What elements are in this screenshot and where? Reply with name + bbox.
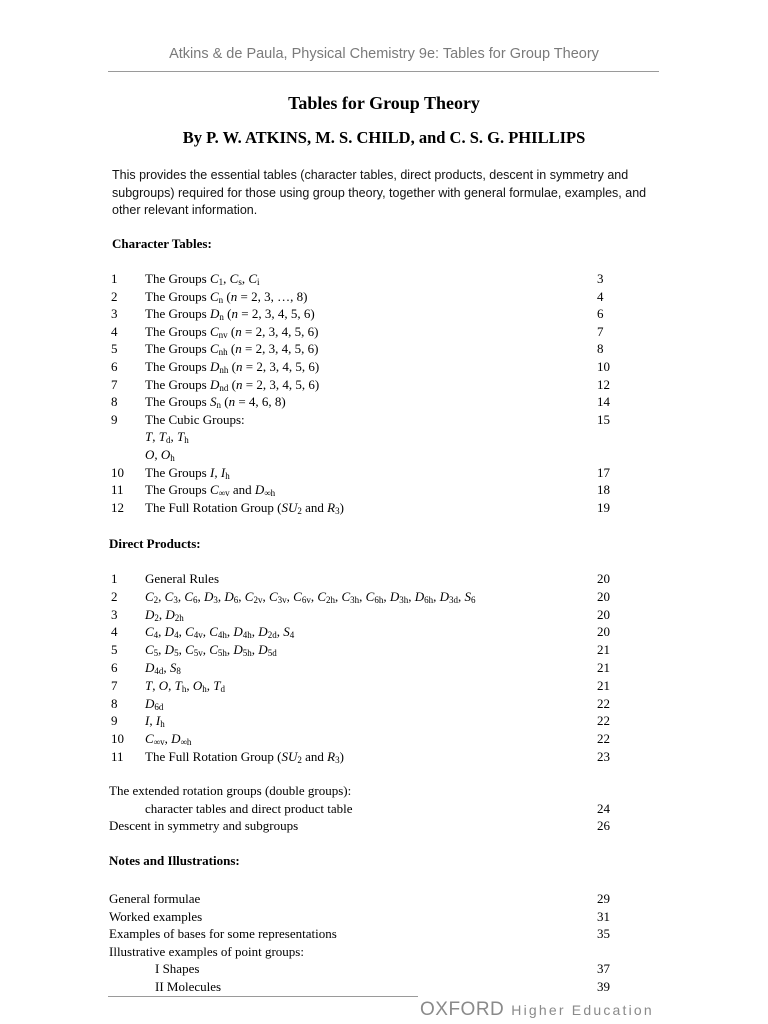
direct-product-number: 3 (111, 606, 118, 622)
character-table-title: T, $T_d$, $T_h$ (145, 429, 189, 446)
character-table-number: 2 (111, 288, 118, 304)
character-table-page: 10 (597, 359, 610, 374)
character-table-page: 14 (597, 394, 610, 410)
direct-product-number: 8 (111, 695, 118, 711)
direct-product-number: 2 (111, 588, 118, 604)
character-table-number: 6 (111, 359, 118, 374)
footer-tagline: Higher Education (511, 1002, 654, 1018)
character-table-title: The Cubic Groups: (145, 411, 245, 427)
notes-item-title: Examples of bases for some representations (109, 926, 337, 942)
character-table-number: 10 (111, 464, 124, 480)
character-table-row (0, 428, 768, 446)
running-header: Atkins & de Paula, Physical Chemistry 9e: Tables for Group Theory (169, 46, 599, 62)
page-title: Tables for Group Theory (288, 93, 480, 113)
direct-product-page: 20 (597, 606, 610, 622)
direct-product-title: The Full Rotation Group ($SU_2$ and $R_3$) (145, 749, 344, 765)
character-table-row (0, 376, 768, 394)
character-table-row (0, 393, 768, 411)
character-table-title: The Groups $D_n$ (n = 2, 3, 4, 5, 6) (145, 306, 315, 323)
direct-product-row (0, 712, 768, 730)
direct-product-page: 22 (597, 713, 610, 729)
direct-product-page: 22 (597, 695, 610, 711)
direct-product-number: 5 (111, 642, 118, 658)
extended-group-title: Descent in symmetry and subgroups (109, 818, 299, 834)
direct-product-title: General Rules (145, 571, 220, 586)
character-table-number: 7 (111, 376, 118, 392)
direct-product-title: $C_5$, $D_5$, $C_{5v}$, $C_{5h}$, $D_{5h}$, $D_{5d}$ (145, 642, 277, 659)
character-table-title: The Groups $C_1$, $C_s$, $C_i$ (145, 271, 260, 287)
extended-group-row (0, 800, 768, 818)
character-table-page: 8 (597, 341, 604, 357)
character-table-row (0, 411, 768, 429)
direct-product-number: 1 (111, 571, 118, 586)
direct-product-title: $D_2$, $D_{2h}$ (145, 606, 184, 623)
character-table-row (0, 340, 768, 358)
direct-product-number: 11 (111, 749, 124, 764)
direct-product-row (0, 606, 768, 624)
character-table-row (0, 499, 768, 517)
extended-group-row (0, 782, 768, 800)
intro-paragraph: This provides the essential tables (character tables, direct products, descent in symmetry and subgroups) required for those using group theory, together with general formulae, examples, and other relevant information. (112, 168, 647, 217)
extended-group-title: character tables and direct product table (145, 800, 353, 816)
character-table-row (0, 305, 768, 323)
character-table-title: The Groups $D_{nd}$ (n = 2, 3, 4, 5, 6) (145, 376, 320, 393)
notes-item-page: 35 (597, 926, 610, 942)
notes-item-page: 31 (597, 908, 610, 924)
direct-product-number: 9 (111, 713, 118, 729)
notes-item-row (0, 978, 768, 996)
character-table-row (0, 270, 768, 288)
character-table-row (0, 446, 768, 464)
character-table-title: The Groups I, $I_h$ (145, 464, 230, 481)
direct-product-page: 23 (597, 749, 610, 764)
character-table-row (0, 481, 768, 499)
character-table-title: The Groups $C_{nh}$ (n = 2, 3, 4, 5, 6) (145, 341, 319, 358)
character-table-page: 3 (597, 271, 604, 286)
extended-group-page: 24 (597, 800, 610, 816)
extended-group-page: 26 (597, 818, 610, 834)
notes-item-title: II Molecules (155, 979, 222, 994)
notes-item-title: General formulae (109, 891, 201, 906)
direct-product-title: $C_2$, $C_3$, $C_6$, $D_3$, $D_6$, $C_{2v}$, $C_{3v}$, $C_{6v}$, $C_{2h}$, $C_{3h}$, $C_{6h}$, $D_{3h}$, $D_{6h}$, $D_{3d}$, $S_6$ (145, 588, 476, 605)
notes-item-page: 37 (597, 961, 610, 977)
direct-product-row (0, 641, 768, 659)
direct-product-row (0, 677, 768, 695)
direct-product-row (0, 695, 768, 713)
direct-product-page: 20 (597, 571, 610, 586)
direct-product-page: 22 (597, 731, 610, 747)
character-table-number: 5 (111, 341, 118, 357)
direct-product-row (0, 748, 768, 766)
character-table-number: 12 (111, 499, 124, 515)
notes-item-row (0, 925, 768, 943)
character-table-title: The Groups $C_{\infty v}$ and $D_{\infty h}$ (145, 482, 276, 499)
extended-group-title: The extended rotation groups (double groups): (109, 783, 352, 798)
character-table-number: 11 (111, 482, 124, 498)
direct-product-number: 4 (111, 624, 118, 640)
oxford-logo (420, 999, 654, 1021)
direct-product-title: $C_4$, $D_4$, $C_{4v}$, $C_{4h}$, $D_{4h}$, $D_{2d}$, $S_4$ (145, 624, 295, 641)
section-heading-character-tables: Character Tables: (112, 236, 212, 251)
footer-rule (108, 996, 418, 997)
direct-product-title: $D_{6d}$ (145, 695, 164, 712)
notes-item-title: Illustrative examples of point groups: (109, 943, 304, 959)
character-table-row (0, 288, 768, 306)
notes-item-page: 29 (597, 891, 610, 906)
notes-item-row (0, 908, 768, 926)
notes-item-row (0, 890, 768, 908)
notes-item-title: I Shapes (155, 961, 200, 977)
character-table-title: The Groups $S_n$ (n = 4, 6, 8) (145, 394, 286, 411)
character-table-page: 19 (597, 499, 610, 515)
direct-product-page: 21 (597, 677, 610, 693)
character-table-title: O, $O_h$ (145, 447, 175, 463)
character-table-number: 4 (111, 323, 118, 339)
character-table-page: 4 (597, 288, 604, 304)
character-table-title: The Full Rotation Group ($SU_2$ and $R_3$) (145, 499, 344, 516)
character-table-page: 12 (597, 376, 610, 392)
character-table-page: 7 (597, 323, 604, 339)
direct-product-number: 10 (111, 731, 124, 747)
notes-item-page: 39 (597, 979, 610, 994)
direct-product-page: 20 (597, 588, 610, 604)
direct-product-row (0, 570, 768, 588)
section-heading-direct-products: Direct Products: (109, 536, 201, 551)
character-table-page: 6 (597, 306, 604, 322)
direct-product-row (0, 623, 768, 641)
direct-product-title: T, O, $T_h$, $O_h$, $T_d$ (145, 677, 225, 694)
direct-product-number: 7 (111, 677, 118, 693)
character-table-page: 15 (597, 411, 610, 427)
direct-product-row (0, 588, 768, 606)
character-table-page: 18 (597, 482, 610, 498)
character-table-number: 9 (111, 411, 118, 427)
extended-group-row (0, 817, 768, 835)
character-table-title: The Groups $C_n$ (n = 2, 3, …, 8) (145, 288, 308, 305)
direct-product-number: 6 (111, 660, 118, 675)
direct-product-page: 21 (597, 660, 610, 675)
character-table-number: 1 (111, 271, 118, 286)
direct-product-title: I, $I_h$ (145, 713, 165, 730)
direct-product-page: 21 (597, 642, 610, 658)
section-heading-notes: Notes and Illustrations: (109, 853, 240, 868)
direct-product-row (0, 730, 768, 748)
character-table-title: The Groups $C_{nv}$ (n = 2, 3, 4, 5, 6) (145, 323, 319, 340)
character-table-page: 17 (597, 464, 610, 480)
direct-product-row (0, 659, 768, 677)
character-table-title: The Groups $D_{nh}$ (n = 2, 3, 4, 5, 6) (145, 359, 320, 375)
direct-product-title: $C_{\infty v}$, $D_{\infty h}$ (145, 731, 192, 748)
character-table-number: 3 (111, 306, 118, 322)
notes-item-row (0, 943, 768, 961)
header-rule (108, 71, 659, 72)
notes-item-title: Worked examples (109, 908, 203, 924)
character-table-number: 8 (111, 394, 118, 410)
footer-brand: OXFORD (420, 999, 505, 1020)
character-table-row (0, 464, 768, 482)
authors-line: By P. W. ATKINS, M. S. CHILD, and C. S. G. PHILLIPS (182, 128, 586, 147)
character-table-row (0, 358, 768, 376)
character-table-row (0, 323, 768, 341)
direct-product-page: 20 (597, 624, 610, 640)
notes-item-row (0, 960, 768, 978)
direct-product-title: $D_{4d}$, $S_8$ (145, 660, 181, 676)
